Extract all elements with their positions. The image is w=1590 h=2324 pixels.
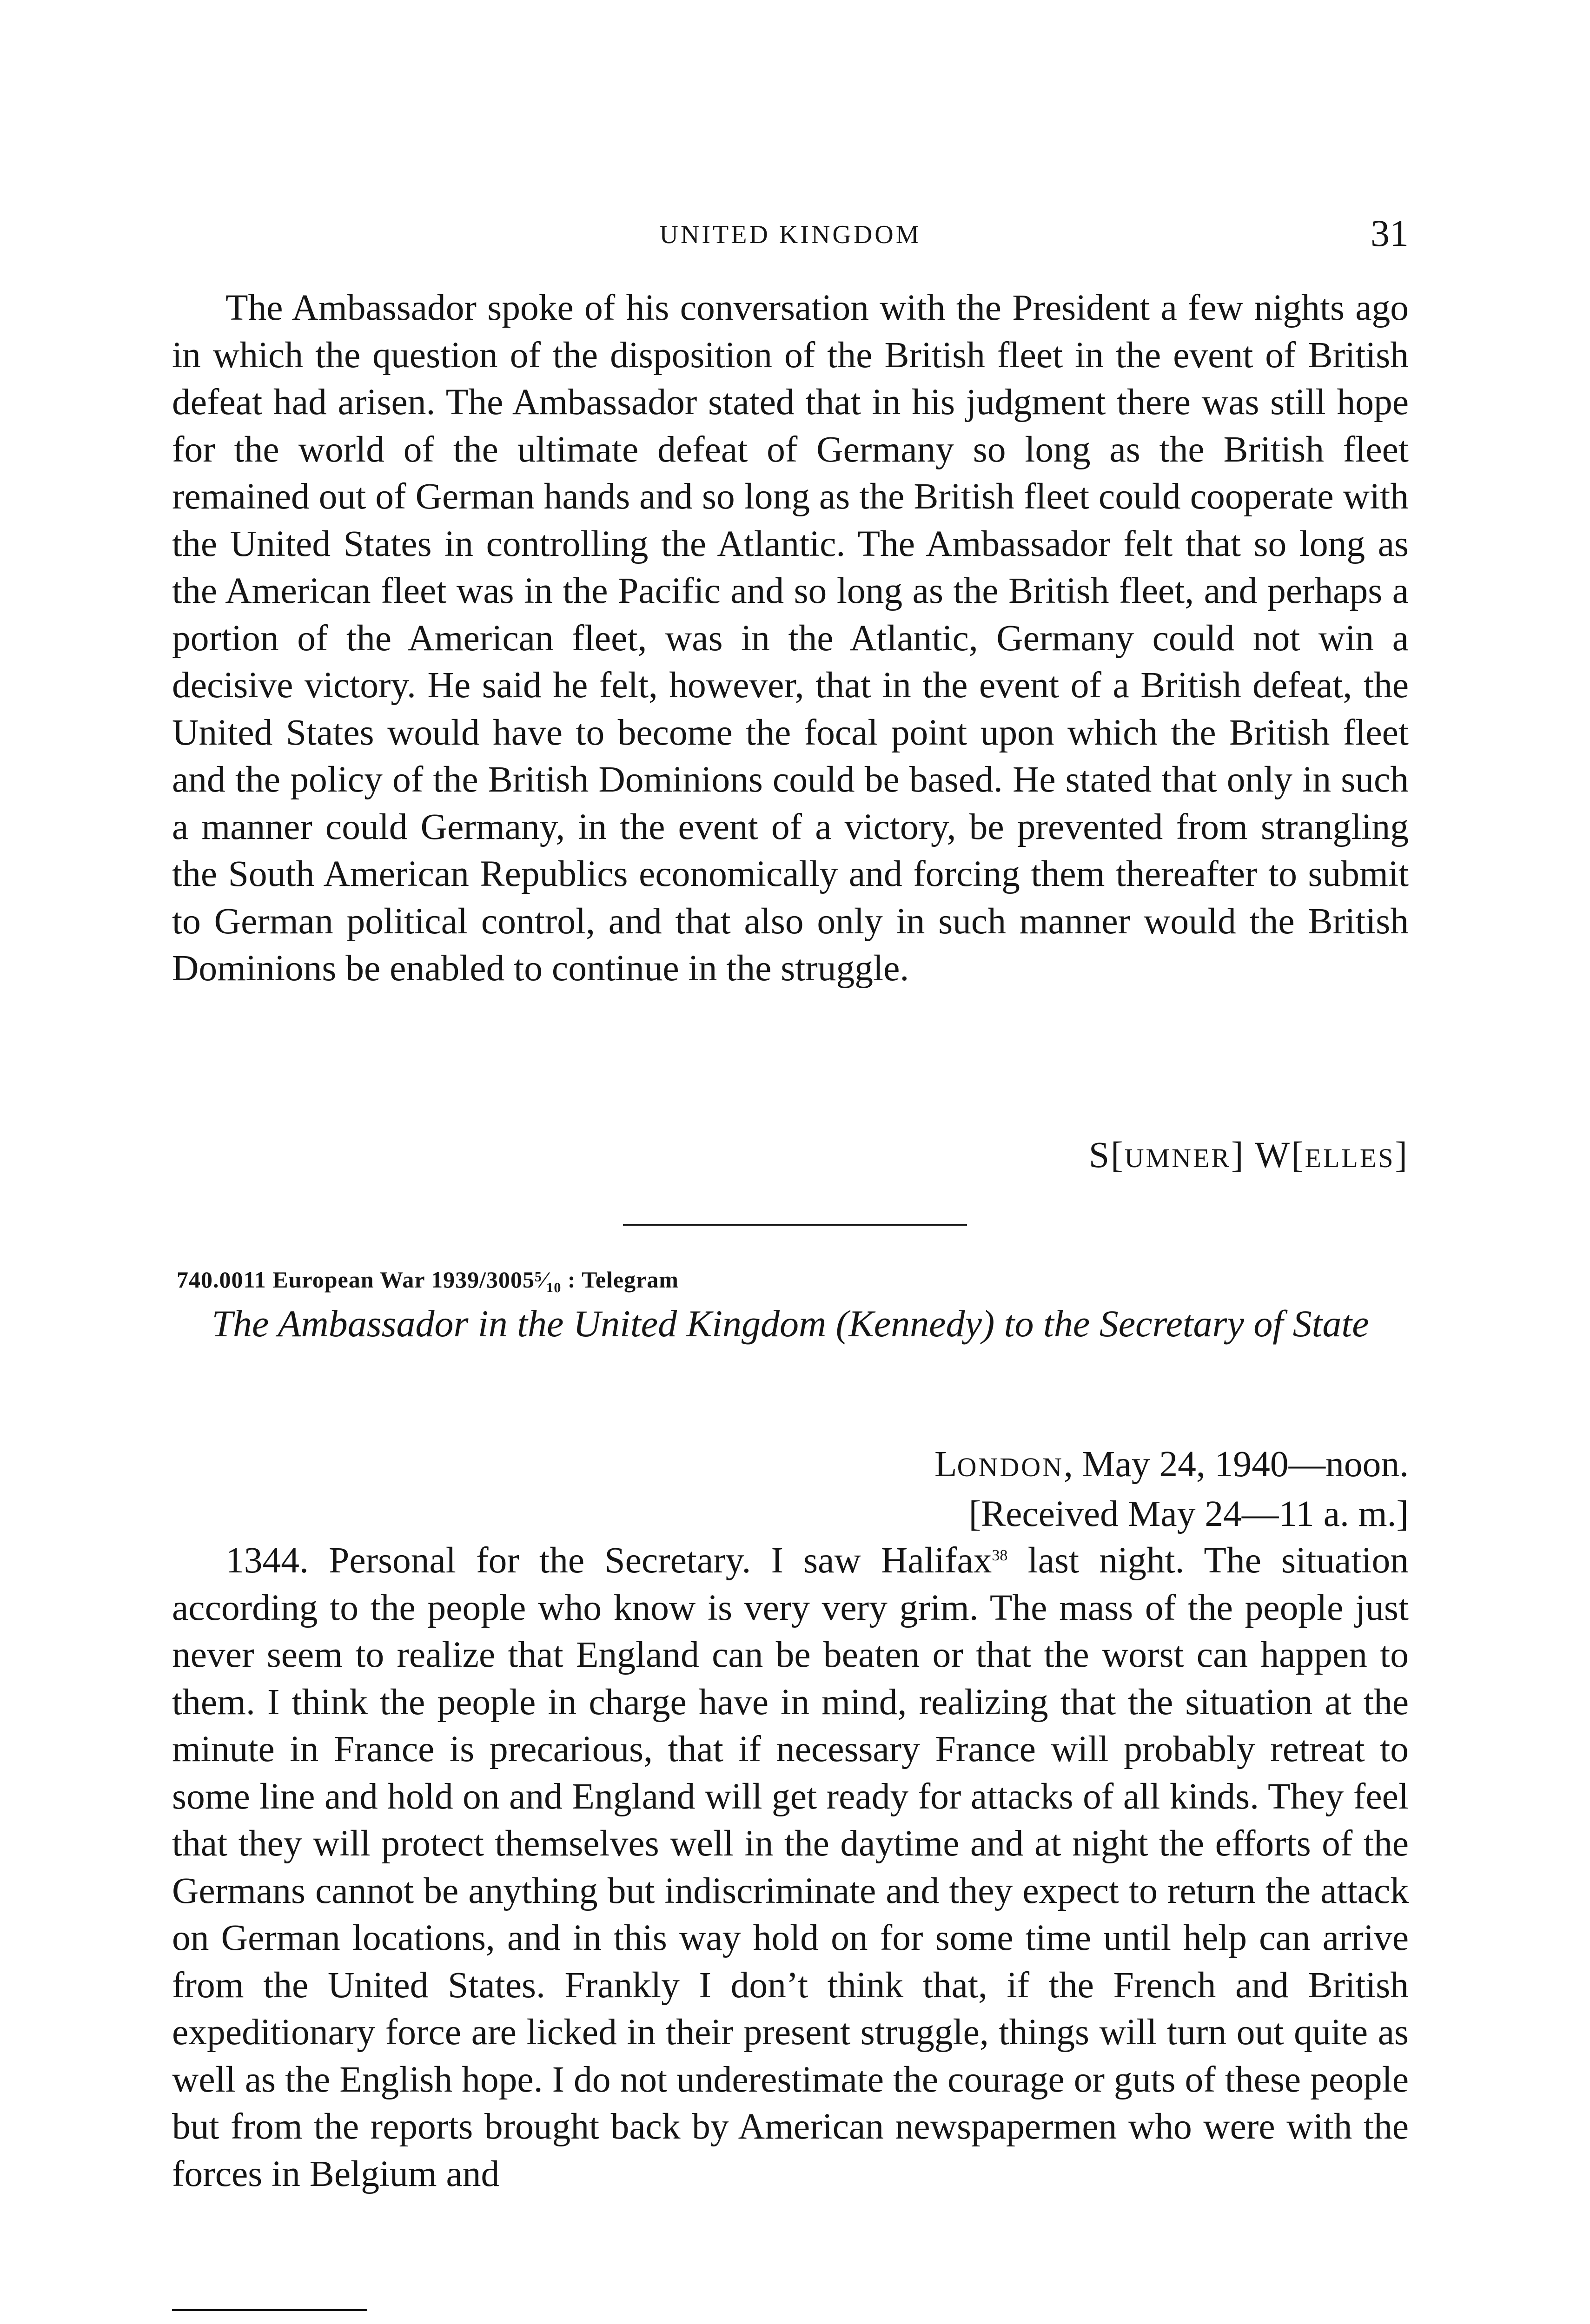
- signature: [1089, 1134, 1409, 1176]
- memo-paragraph-text: The Ambassador spoke of his conversation with the President a few nights ago in which the question of the disposition of the British fleet in the event of British defeat had arisen. The Ambassador stated that in his judgment there was still hope for the world of the ultimate defeat of Germany so long as the British fleet remained out of German hands and so long as the British fleet could cooperate with the United States in controlling the Atlantic. The Ambassador felt that so long as the American fleet was in the Pacific and so long as the British fleet, and perhaps a portion of the American fleet, was in the Atlantic, Germany could not win a decisive victory. He said he felt, however, that in the event of a British defeat, the United States would have to become the focal point upon which the British fleet and the policy of the British Dominions could be based. He stated that only in such a manner could Germany, in the event of a victory, be prevented from strangling the South American Republics economically and forcing them thereafter to submit to German political control, and that also only in such manner would the British Dominions be enabled to continue in the struggle.: [172, 287, 1409, 989]
- signature-s-rest: UMNER: [1124, 1143, 1232, 1173]
- document-title: The Ambassador in the United Kingdom (Kennedy) to the Secretary of State: [212, 1302, 1369, 1345]
- signature-mid: ] W[: [1231, 1135, 1305, 1175]
- dateline-date: , May 24, 1940—noon.: [1064, 1444, 1409, 1485]
- file-reference: 740.0011 European War 1939/3005⁵⁄₁₀ : Telegram: [177, 1267, 679, 1293]
- received-line: [Received May 24—11 a. m.]: [968, 1493, 1409, 1534]
- telegram-paragraph: [172, 1537, 1409, 2198]
- telegram-text-part2: last night. The situation according to the people who know is very very grim. The mass of the people just never seem to realize that England can be beaten or that the worst can happen to them. I think the people in charge have in mind, realizing that the situation at the minute in France is precarious, that if necessary France will probably retreat to some line and hold on and England will get ready for attacks of all kinds. They feel that they will protect themselves well in the daytime and at night the efforts of the Germans cannot be anything but indiscriminate and they expect to return the attack on German locations, and in this way hold on for some time until help can arrive from the United States. Frankly I don’t think that, if the French and British expeditionary force are licked in their present struggle, things will turn out quite as well as the English hope. I do not underestimate the courage or guts of these people but from the reports brought back by American newspapermen who were with the forces in Belgium and: [172, 1540, 1409, 2194]
- footnote-ref: 38: [992, 1547, 1008, 1564]
- telegram-text-part1: 1344. Personal for the Secretary. I saw Halifax: [225, 1540, 992, 1581]
- dateline-location: [934, 1441, 1409, 1491]
- dateline-city-initial: L: [934, 1444, 957, 1485]
- dateline-city-rest: ONDON: [957, 1452, 1064, 1482]
- section-divider: [623, 1224, 967, 1226]
- dateline: [934, 1441, 1409, 1538]
- telegram-body: [172, 1537, 1409, 2198]
- memo-paragraph: [172, 284, 1409, 992]
- running-head: UNITED KINGDOM: [659, 220, 921, 249]
- page-number: 31: [1371, 212, 1409, 254]
- page-header: [172, 211, 1409, 263]
- signature-w-rest: ELLES: [1305, 1143, 1395, 1173]
- signature-s-initial: S[: [1088, 1135, 1125, 1175]
- footnote-rule: [172, 2309, 367, 2311]
- signature-end: ]: [1395, 1135, 1409, 1175]
